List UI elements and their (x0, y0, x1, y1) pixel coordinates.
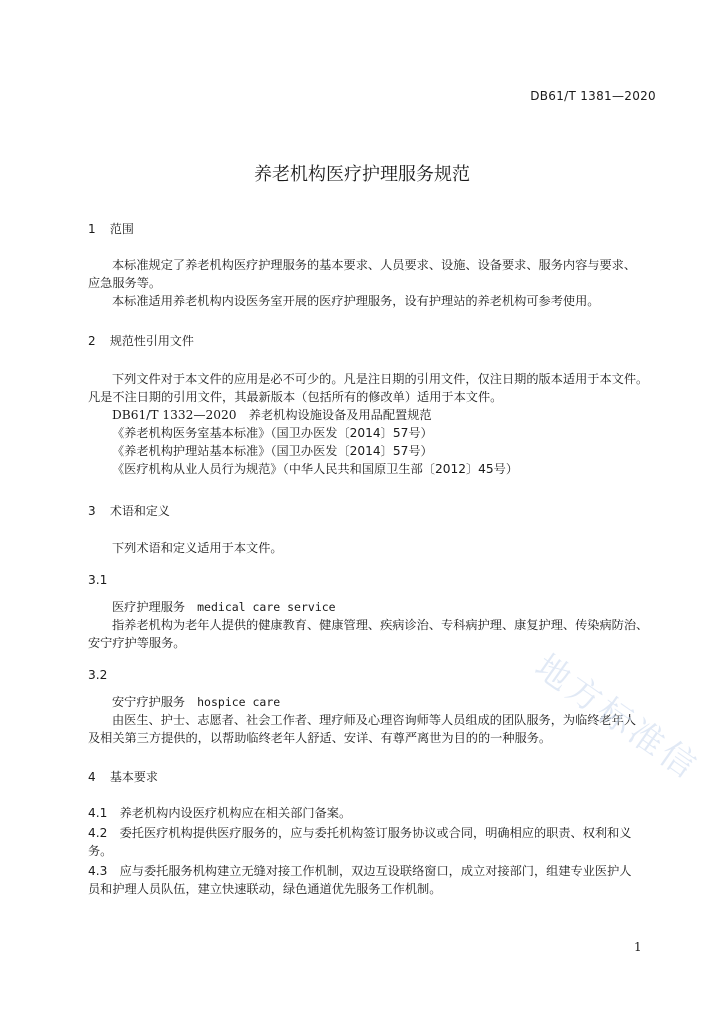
clause-item: 务。 (88, 844, 113, 858)
section-number: 4 (88, 770, 96, 784)
term-english: medical care service (197, 600, 336, 614)
section-1-heading (88, 220, 134, 237)
reference-item: 《养老机构医务室基本标准》（国卫办医发〔2014〕57号） (112, 426, 433, 440)
term-chinese: 安宁疗护服务 (112, 695, 186, 709)
term-number: 3.1 (88, 573, 108, 587)
section-2-heading (88, 332, 194, 349)
paragraph: 本标准规定了养老机构医疗护理服务的基本要求、人员要求、设施、设备要求、服务内容与要求、 (112, 258, 637, 272)
section-number: 2 (88, 334, 96, 348)
term-definition: 安宁疗护等服务。 (88, 636, 186, 650)
section-number: 3 (88, 504, 96, 518)
term-heading (112, 693, 280, 711)
section-title: 范围 (109, 222, 134, 236)
clause-item: 4.3 应与委托服务机构建立无缝对接工作机制，双边互设联络窗口，成立对接部门，组建专业医护人 (88, 864, 632, 878)
clause-item: 4.1 养老机构内设医疗机构应在相关部门备案。 (88, 806, 352, 820)
clause-item: 4.2 委托医疗机构提供医疗服务的，应与委托机构签订服务协议或合同，明确相应的职责、权利和义 (88, 826, 632, 840)
term-chinese: 医疗护理服务 (112, 600, 186, 614)
section-number: 1 (88, 222, 96, 236)
section-4-heading (88, 768, 158, 785)
paragraph: 下列文件对于本文件的应用是必不可少的。凡是注日期的引用文件，仅注日期的版本适用于本文件。 (112, 372, 649, 386)
clause-item: 员和护理人员队伍，建立快速联动，绿色通道优先服务工作机制。 (88, 882, 442, 896)
watermark: 地方标准信 (527, 646, 707, 789)
paragraph: 凡是不注日期的引用文件，其最新版本（包括所有的修改单）适用于本文件。 (88, 390, 503, 404)
section-title: 基本要求 (109, 770, 158, 784)
term-number: 3.2 (88, 668, 108, 682)
document-title: 养老机构医疗护理服务规范 (254, 164, 470, 185)
term-definition: 指养老机构为老年人提供的健康教育、健康管理、疾病诊治、专科病护理、康复护理、传染病防治、 (112, 618, 649, 632)
section-title: 规范性引用文件 (109, 334, 194, 348)
term-english: hospice care (197, 695, 281, 709)
term-heading (112, 598, 336, 616)
standard-code: DB61/T 1381—2020 (530, 89, 656, 103)
paragraph: 应急服务等。 (88, 276, 162, 290)
reference-item: 《养老机构护理站基本标准》（国卫办医发〔2014〕57号） (112, 444, 433, 458)
page-number: 1 (634, 940, 642, 954)
reference-item: 《医疗机构从业人员行为规范》（中华人民共和国原卫生部〔2012〕45号） (112, 462, 519, 476)
section-title: 术语和定义 (109, 504, 170, 518)
reference-item: DB61/T 1332—2020 养老机构设施设备及用品配置规范 (112, 408, 432, 422)
paragraph: 下列术语和定义适用于本文件。 (112, 541, 283, 555)
term-definition: 由医生、护士、志愿者、社会工作者、理疗师及心理咨询师等人员组成的团队服务，为临终老年人 (112, 713, 637, 727)
paragraph: 本标准适用养老机构内设医务室开展的医疗护理服务，设有护理站的养老机构可参考使用。 (112, 294, 600, 308)
term-definition: 及相关第三方提供的，以帮助临终老年人舒适、安详、有尊严离世为目的的一种服务。 (88, 731, 552, 745)
section-3-heading (88, 502, 170, 519)
